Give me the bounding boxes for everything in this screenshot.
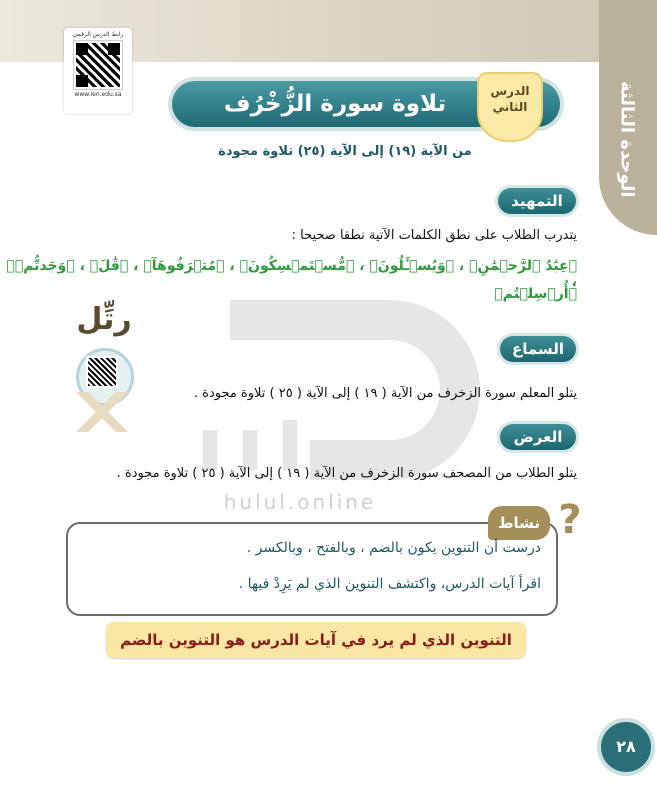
lesson-title: تلاوة سورة الزُّخْرُف (223, 91, 447, 117)
question-mark-icon: ? (558, 497, 582, 543)
quran-stand-icon (52, 392, 152, 432)
activity-line1: درست أن التنوين يكون بالضم ، وبالفتح ، وبالكسر . (246, 540, 541, 556)
page-number: ٢٨ (597, 718, 655, 776)
intro-text: يتدرب الطلاب على نطق الكلمات الآتية نطقا صحيحا : (291, 228, 577, 243)
lesson-badge-line2: الثاني (492, 100, 528, 114)
lesson-subtitle: من الآية (١٩) إلى الآية (٢٥) تلاوة مجودة (218, 144, 472, 159)
activity-answer: التنوين الذي لم يرد في آيات الدرس هو التنوين بالضم (106, 622, 526, 658)
section-label-intro: التمهيد (498, 188, 576, 214)
qr-caption: رابط الدرس الرقمي (72, 31, 124, 38)
recitation-qr-block[interactable] (52, 296, 152, 446)
presentation-text: يتلو الطلاب من المصحف سورة الزخرف من الآية ( ١٩ ) إلى الآية ( ٢٥ ) تلاوة مجودة . (116, 466, 577, 481)
activity-line2: اقرأ آيات الدرس، واكتشف التنوين الذي لم يَرِدْ فيها . (238, 576, 541, 592)
watermark-url: hulul.online (223, 490, 377, 514)
lesson-number-badge (477, 72, 543, 142)
listening-text: يتلو المعلم سورة الزخرف من الآية ( ١٩ ) إلى الآية ( ٢٥ ) تلاوة مجودة . (193, 386, 577, 401)
qr-url: www.ien.edu.sa (74, 91, 122, 98)
lesson-badge-line1: الدرس (490, 84, 530, 98)
activity-box (66, 522, 558, 616)
unit-title: الوحدة الثالثة (616, 80, 638, 198)
qr-code-icon[interactable] (74, 41, 122, 89)
intro-words-line1: ﴿عِبَٰدُ ٱلرَّحۡمَٰنِ﴾ ، ﴿وَيُسۡـَٔلُونَ﴾ ، ﴿مُّسۡتَمۡسِكُونَ﴾ ، ﴿مُتۡرَفُوهَآ﴾ ، ﴿قَٰلَ﴾ ، ﴿وَجَدتُّمۡ﴾ ، (6, 258, 577, 290)
activity-label: نشاط (488, 506, 550, 540)
intro-words-line2: ﴿أُرۡسِلۡتُم﴾ (494, 286, 577, 302)
rattil-word: رتِّل (76, 302, 132, 337)
digital-lesson-qr-card[interactable] (64, 28, 132, 114)
recitation-qr-icon[interactable] (88, 358, 116, 386)
section-label-presentation: العرض (500, 424, 576, 450)
section-label-listening: السماع (500, 336, 576, 362)
